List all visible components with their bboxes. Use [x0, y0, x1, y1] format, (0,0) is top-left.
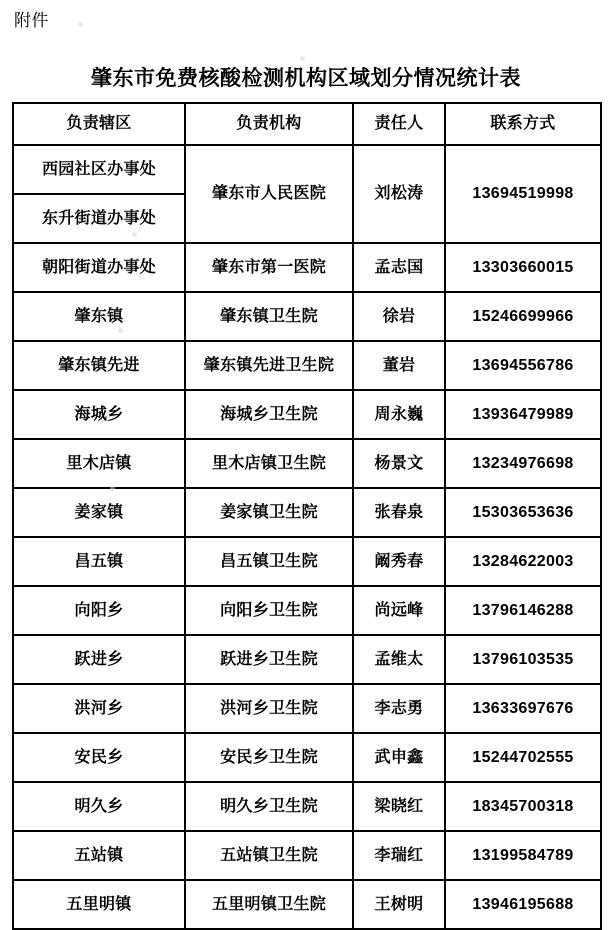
cell-phone: 13284622003: [445, 537, 601, 586]
cell-person: 张春泉: [353, 488, 445, 537]
table-header-row: [13, 103, 601, 145]
cell-org: 五站镇卫生院: [185, 831, 353, 880]
table-row: [13, 782, 601, 831]
cell-person: 王树明: [353, 880, 445, 929]
cell-org: 跃进乡卫生院: [185, 635, 353, 684]
cell-phone: 13303660015: [445, 243, 601, 292]
cell-phone: 13796146288: [445, 586, 601, 635]
cell-org: 肇东镇先进卫生院: [185, 341, 353, 390]
cell-phone: 13199584789: [445, 831, 601, 880]
cell-area: 洪河乡: [13, 684, 185, 733]
cell-org: 肇东市人民医院: [185, 145, 353, 243]
cell-phone: 13234976698: [445, 439, 601, 488]
cell-org: 安民乡卫生院: [185, 733, 353, 782]
cell-area: 西园社区办事处: [13, 145, 185, 194]
cell-org: 昌五镇卫生院: [185, 537, 353, 586]
attachment-label: 附件: [14, 11, 49, 30]
cell-area: 跃进乡: [13, 635, 185, 684]
cell-person: 周永巍: [353, 390, 445, 439]
table-row: [13, 586, 601, 635]
cell-org: 五里明镇卫生院: [185, 880, 353, 929]
table-row: [13, 733, 601, 782]
table-row: [13, 537, 601, 586]
table-row: [13, 635, 601, 684]
cell-area: 明久乡: [13, 782, 185, 831]
statistics-table: [12, 102, 602, 930]
table-row: [13, 341, 601, 390]
cell-phone: 13936479989: [445, 390, 601, 439]
cell-area: 肇东镇: [13, 292, 185, 341]
table-row: [13, 439, 601, 488]
table-row: [13, 880, 601, 929]
column-header-area: 负责辖区: [13, 103, 185, 145]
cell-person: 梁晓红: [353, 782, 445, 831]
cell-org: 姜家镇卫生院: [185, 488, 353, 537]
cell-area: 朝阳街道办事处: [13, 243, 185, 292]
table-row: [13, 292, 601, 341]
cell-person: 武申鑫: [353, 733, 445, 782]
cell-phone: 15244702555: [445, 733, 601, 782]
cell-org: 洪河乡卫生院: [185, 684, 353, 733]
cell-person: 孟维太: [353, 635, 445, 684]
cell-person: 董岩: [353, 341, 445, 390]
page-title: 肇东市免费核酸检测机构区域划分情况统计表: [91, 67, 521, 90]
cell-area: 海城乡: [13, 390, 185, 439]
table-row: [13, 243, 601, 292]
column-header-person: 责任人: [353, 103, 445, 145]
cell-phone: 13633697676: [445, 684, 601, 733]
cell-person: 尚远峰: [353, 586, 445, 635]
cell-phone: 15303653636: [445, 488, 601, 537]
cell-area: 向阳乡: [13, 586, 185, 635]
cell-person: 阚秀春: [353, 537, 445, 586]
cell-org: 肇东镇卫生院: [185, 292, 353, 341]
cell-phone: 13796103535: [445, 635, 601, 684]
cell-area: 东升街道办事处: [13, 194, 185, 243]
table-row: [13, 145, 601, 194]
table-row: [13, 390, 601, 439]
cell-org: 明久乡卫生院: [185, 782, 353, 831]
cell-area: 里木店镇: [13, 439, 185, 488]
table-body: [13, 145, 601, 929]
cell-person: 李瑞红: [353, 831, 445, 880]
cell-person: 孟志国: [353, 243, 445, 292]
cell-area: 五里明镇: [13, 880, 185, 929]
cell-person: 李志勇: [353, 684, 445, 733]
table-row: [13, 684, 601, 733]
cell-phone: 15246699966: [445, 292, 601, 341]
cell-area: 昌五镇: [13, 537, 185, 586]
cell-area: 肇东镇先进: [13, 341, 185, 390]
cell-phone: 18345700318: [445, 782, 601, 831]
cell-phone: 13946195688: [445, 880, 601, 929]
scan-artifact: [300, 56, 305, 61]
cell-person: 杨景文: [353, 439, 445, 488]
cell-phone: 13694556786: [445, 341, 601, 390]
cell-org: 里木店镇卫生院: [185, 439, 353, 488]
column-header-org: 负责机构: [185, 103, 353, 145]
cell-person: 徐岩: [353, 292, 445, 341]
column-header-phone: 联系方式: [445, 103, 601, 145]
cell-org: 肇东市第一医院: [185, 243, 353, 292]
cell-area: 安民乡: [13, 733, 185, 782]
cell-phone: 13694519998: [445, 145, 601, 243]
table-row: [13, 831, 601, 880]
cell-org: 向阳乡卫生院: [185, 586, 353, 635]
cell-area: 姜家镇: [13, 488, 185, 537]
cell-org: 海城乡卫生院: [185, 390, 353, 439]
table-row: [13, 488, 601, 537]
cell-area: 五站镇: [13, 831, 185, 880]
cell-person: 刘松涛: [353, 145, 445, 243]
